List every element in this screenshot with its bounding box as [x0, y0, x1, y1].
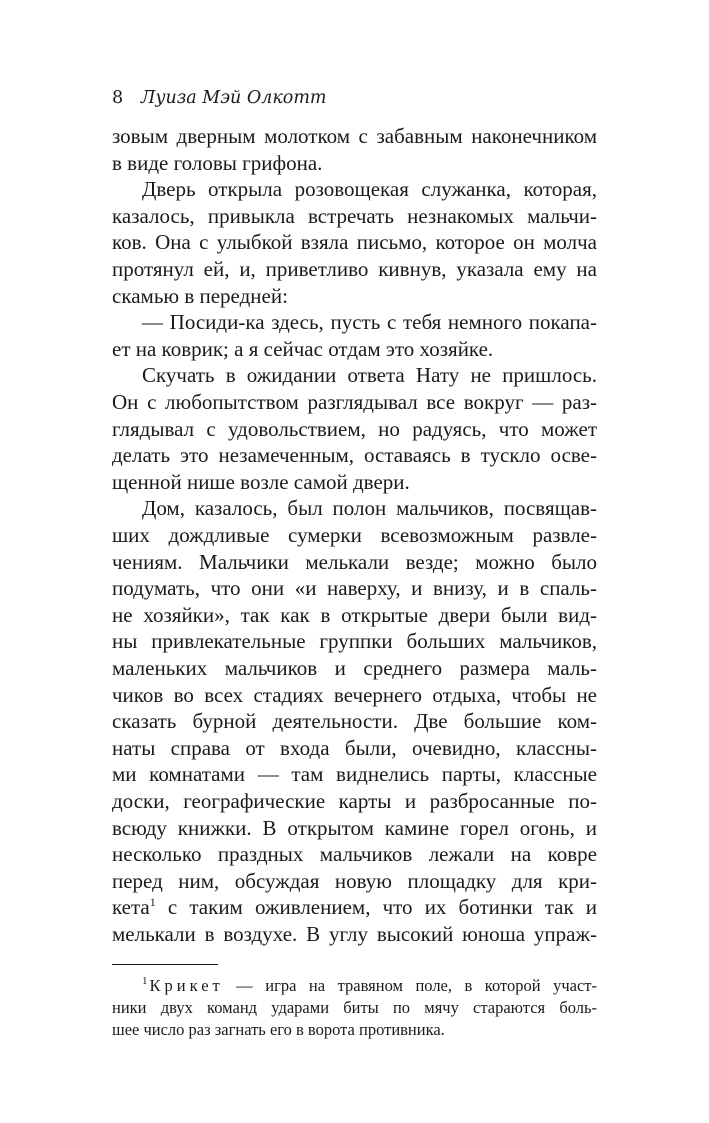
text-line: зовым дверным молотком с забавным наконечником — [112, 124, 597, 148]
footnote-separator — [112, 964, 218, 965]
text-line: ков. Она с улыбкой взяла письмо, которое он молча — [112, 230, 597, 255]
text-line: маленьких мальчиков и среднего размера маль- — [112, 656, 597, 680]
text-line: ет на коврик; а я сейчас отдам это хозяйке. — [112, 336, 494, 361]
text-line: в виде головы грифона. — [112, 150, 323, 175]
text-line: наты справа от входа были, очевидно, классны- — [112, 735, 597, 760]
text-line: чениям. Мальчики мелькали везде; можно было — [112, 549, 597, 574]
text-line: Скучать в ожидании ответа Нату не пришлось. — [142, 363, 597, 388]
text-line: скамью в передней: — [112, 283, 288, 308]
text-line: перед ним, обсуждая новую площадку для кри- — [112, 868, 597, 893]
footnote-ref-marker: 1 — [149, 895, 156, 910]
footnote-line — [112, 974, 597, 998]
text-line: чиков во всех стадиях вечернего отдыха, чтобы не — [112, 682, 597, 707]
text-line: несколько праздных мальчиков лежали на ковре — [112, 842, 597, 867]
text-line: глядывал с удовольствием, но радуясь, что может — [112, 416, 597, 441]
text-line: доски, географические карты и разбросанные по- — [112, 789, 597, 813]
footnote-line: шее число раз загнать его в ворота противника. — [112, 1019, 445, 1039]
text-line: ны привлекательные группки больших мальчиков, — [112, 629, 597, 654]
text-line: всюду книжки. В открытом камине горел огонь, и — [112, 815, 597, 840]
footnote-definition: — игра на травяном поле, в которой участ- — [223, 975, 597, 995]
text-line: не хозяйки», так как в открытые двери были вид- — [112, 602, 597, 627]
text-line: щенной нише возле самой двери. — [112, 469, 410, 494]
text-line: протянул ей, и, приветливо кивнув, указала ему на — [112, 257, 597, 281]
text-line: Дверь открыла розовощекая служанка, которая, — [142, 177, 597, 202]
footnote-marker: 1 — [142, 975, 148, 988]
running-head-author: Луиза Мэй Олкотт — [140, 88, 327, 108]
text-line: Дом, казалось, был полон мальчиков, посвящав- — [142, 496, 597, 521]
text-line-rest: с таким оживлением, что их ботинки так и — [167, 895, 598, 920]
footnote-line: ники двух команд ударами биты по мячу стараются боль- — [112, 997, 597, 1017]
text-line: мелькали в воздухе. В углу высокий юноша упраж- — [112, 922, 597, 946]
text-line: — Посиди-ка здесь, пусть с тебя немного покапа- — [142, 310, 597, 335]
running-header — [112, 88, 327, 108]
text-line: Он с любопытством разглядывал все вокруг — раз- — [112, 390, 597, 414]
text-line: подумать, что они «и наверху, и внизу, и в спаль- — [112, 576, 597, 601]
text-line: ми комнатами — там виднелись парты, классные — [112, 762, 597, 787]
text-line-with-footnote-ref — [112, 894, 597, 921]
footnote-ref-word: кета — [112, 895, 150, 920]
text-line: ших дождливые сумерки всевозможным развле- — [112, 523, 597, 547]
text-line: делать это незамеченным, оставаясь в тускло осве- — [112, 443, 597, 468]
footnote-term: Крикет — [149, 975, 224, 995]
page-number: 8 — [112, 88, 124, 108]
text-line: сказать бурной деятельности. Две большие ком- — [112, 709, 597, 734]
text-line: казалось, привыкла встречать незнакомых мальчи- — [112, 203, 597, 228]
